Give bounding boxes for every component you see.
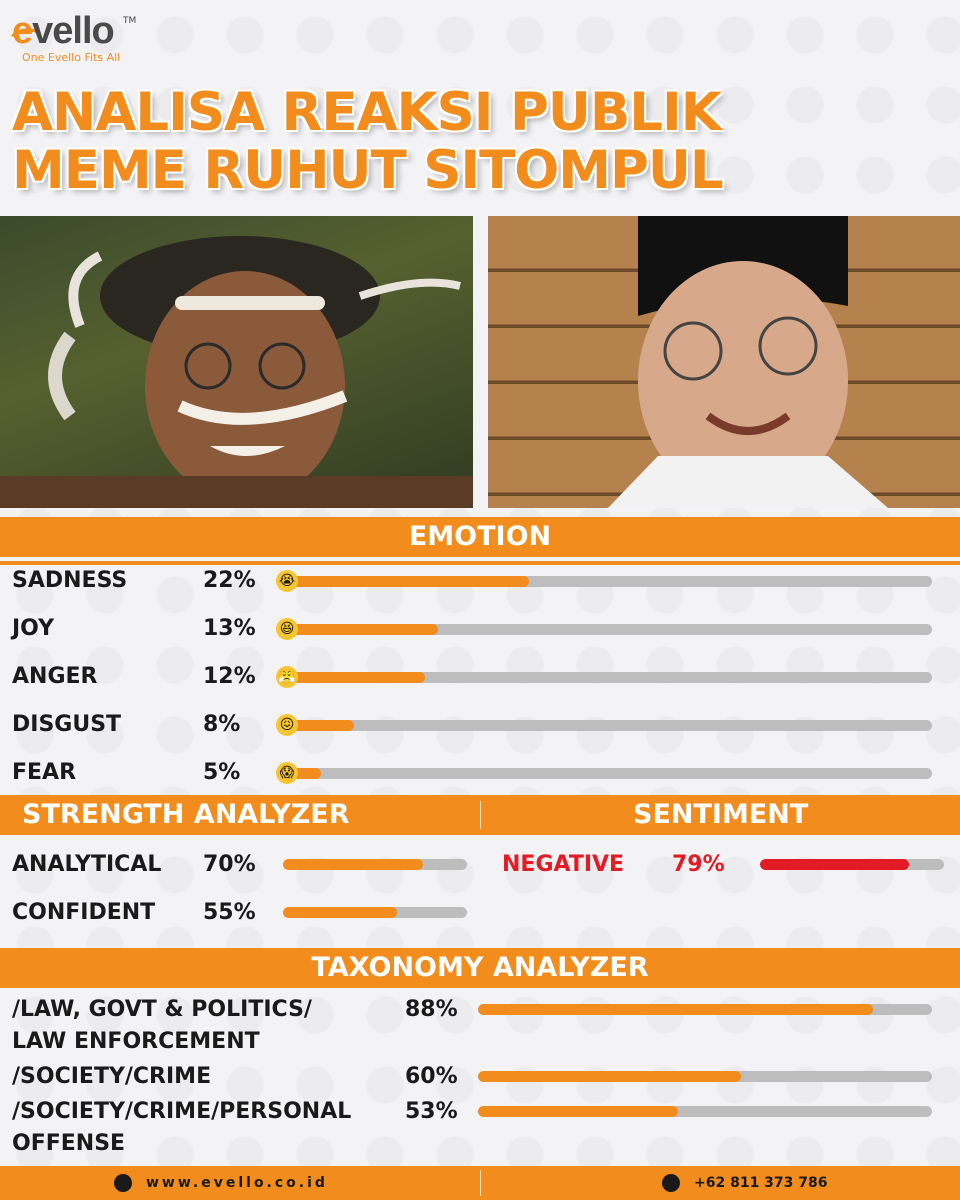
emotion-label: DISGUST (12, 712, 122, 737)
taxonomy-row (0, 993, 960, 1059)
title-line-2: MEME RUHUT SITOMPUL (12, 140, 723, 201)
sentiment-percent: 79% (672, 852, 725, 877)
taxonomy-percent: 88% (405, 997, 458, 1022)
laughing-face-icon: 😆 (276, 618, 298, 640)
emotion-row (0, 609, 960, 649)
crying-face-icon: 😭 (276, 570, 298, 592)
footer-divider (480, 1170, 481, 1196)
strength-label: CONFIDENT (12, 900, 156, 925)
meme-photo (0, 216, 473, 508)
emotion-row (0, 705, 960, 745)
taxonomy-label-line2: OFFENSE (12, 1131, 126, 1156)
emotion-header: EMOTION (0, 517, 960, 557)
strength-sentiment-header (0, 795, 960, 835)
taxonomy-bar-fill (478, 1071, 741, 1082)
sentiment-header: SENTIMENT (633, 799, 809, 830)
emotion-percent: 13% (203, 616, 256, 641)
taxonomy-row (0, 1095, 960, 1161)
strength-percent: 70% (203, 852, 256, 877)
taxonomy-percent: 53% (405, 1099, 458, 1124)
taxonomy-label-line1: /LAW, GOVT & POLITICS/ (12, 997, 312, 1022)
emotion-label: ANGER (12, 664, 98, 689)
taxonomy-bar-fill (478, 1106, 678, 1117)
emotion-bar-track (282, 624, 932, 635)
emotion-row (0, 561, 960, 601)
sentiment-bar-track (760, 859, 944, 870)
strength-percent: 55% (203, 900, 256, 925)
taxonomy-percent: 60% (405, 1064, 458, 1089)
emotion-label: JOY (12, 616, 55, 641)
evello-logo (10, 10, 160, 64)
strength-label: ANALYTICAL (12, 852, 162, 877)
taxonomy-bar-track (478, 1106, 932, 1117)
taxonomy-bar-track (478, 1004, 932, 1015)
emotion-bar-fill (282, 672, 425, 683)
sentiment-row (0, 845, 960, 885)
ruhut-photo (488, 216, 960, 508)
emotion-row (0, 753, 960, 793)
footer-website[interactable]: www.evello.co.id (146, 1175, 328, 1191)
emotion-bar-fill (282, 624, 438, 635)
ruhut-photo-illustration (488, 216, 960, 508)
emotion-bar-track (282, 576, 932, 587)
emotion-percent: 8% (203, 712, 241, 737)
logo-wordmark: evello (12, 10, 114, 52)
logo-tagline: One Evello Fits All (22, 51, 121, 64)
title-line-1: ANALISA REAKSI PUBLIK (12, 82, 721, 143)
strength-bar-track (283, 907, 467, 918)
emotion-bar-track (282, 768, 932, 779)
emotion-bar-fill (282, 576, 529, 587)
trademark-mark: TM (123, 16, 137, 26)
sentiment-label: NEGATIVE (502, 852, 625, 877)
taxonomy-label-line2: LAW ENFORCEMENT (12, 1029, 260, 1054)
emotion-percent: 22% (203, 568, 256, 593)
strength-bar-fill (283, 907, 397, 918)
page-title (12, 84, 952, 200)
emotion-bar-track (282, 672, 932, 683)
taxonomy-label-line1: /SOCIETY/CRIME (12, 1064, 212, 1089)
emotion-bar-track (282, 720, 932, 731)
footer-bar (0, 1166, 960, 1200)
huffing-face-icon: 😤 (276, 666, 298, 688)
sentiment-bar-fill (760, 859, 909, 870)
meme-photo-illustration (0, 216, 473, 508)
screaming-face-icon: 😱 (276, 762, 298, 784)
taxonomy-label-line1: /SOCIETY/CRIME/PERSONAL (12, 1099, 352, 1124)
taxonomy-header: TAXONOMY ANALYZER (0, 948, 960, 988)
strength-analyzer-header: STRENGTH ANALYZER (22, 799, 350, 830)
footer-phone[interactable]: +62 811 373 786 (694, 1175, 828, 1191)
header-divider (480, 801, 481, 829)
globe-icon (114, 1174, 132, 1192)
strength-row (0, 893, 960, 933)
taxonomy-bar-fill (478, 1004, 873, 1015)
emotion-label: SADNESS (12, 568, 128, 593)
confounded-face-icon: 😖 (276, 714, 298, 736)
taxonomy-bar-track (478, 1071, 932, 1082)
emotion-row (0, 657, 960, 697)
emotion-percent: 12% (203, 664, 256, 689)
emotion-label: FEAR (12, 760, 77, 785)
emotion-percent: 5% (203, 760, 241, 785)
whatsapp-icon (662, 1174, 680, 1192)
